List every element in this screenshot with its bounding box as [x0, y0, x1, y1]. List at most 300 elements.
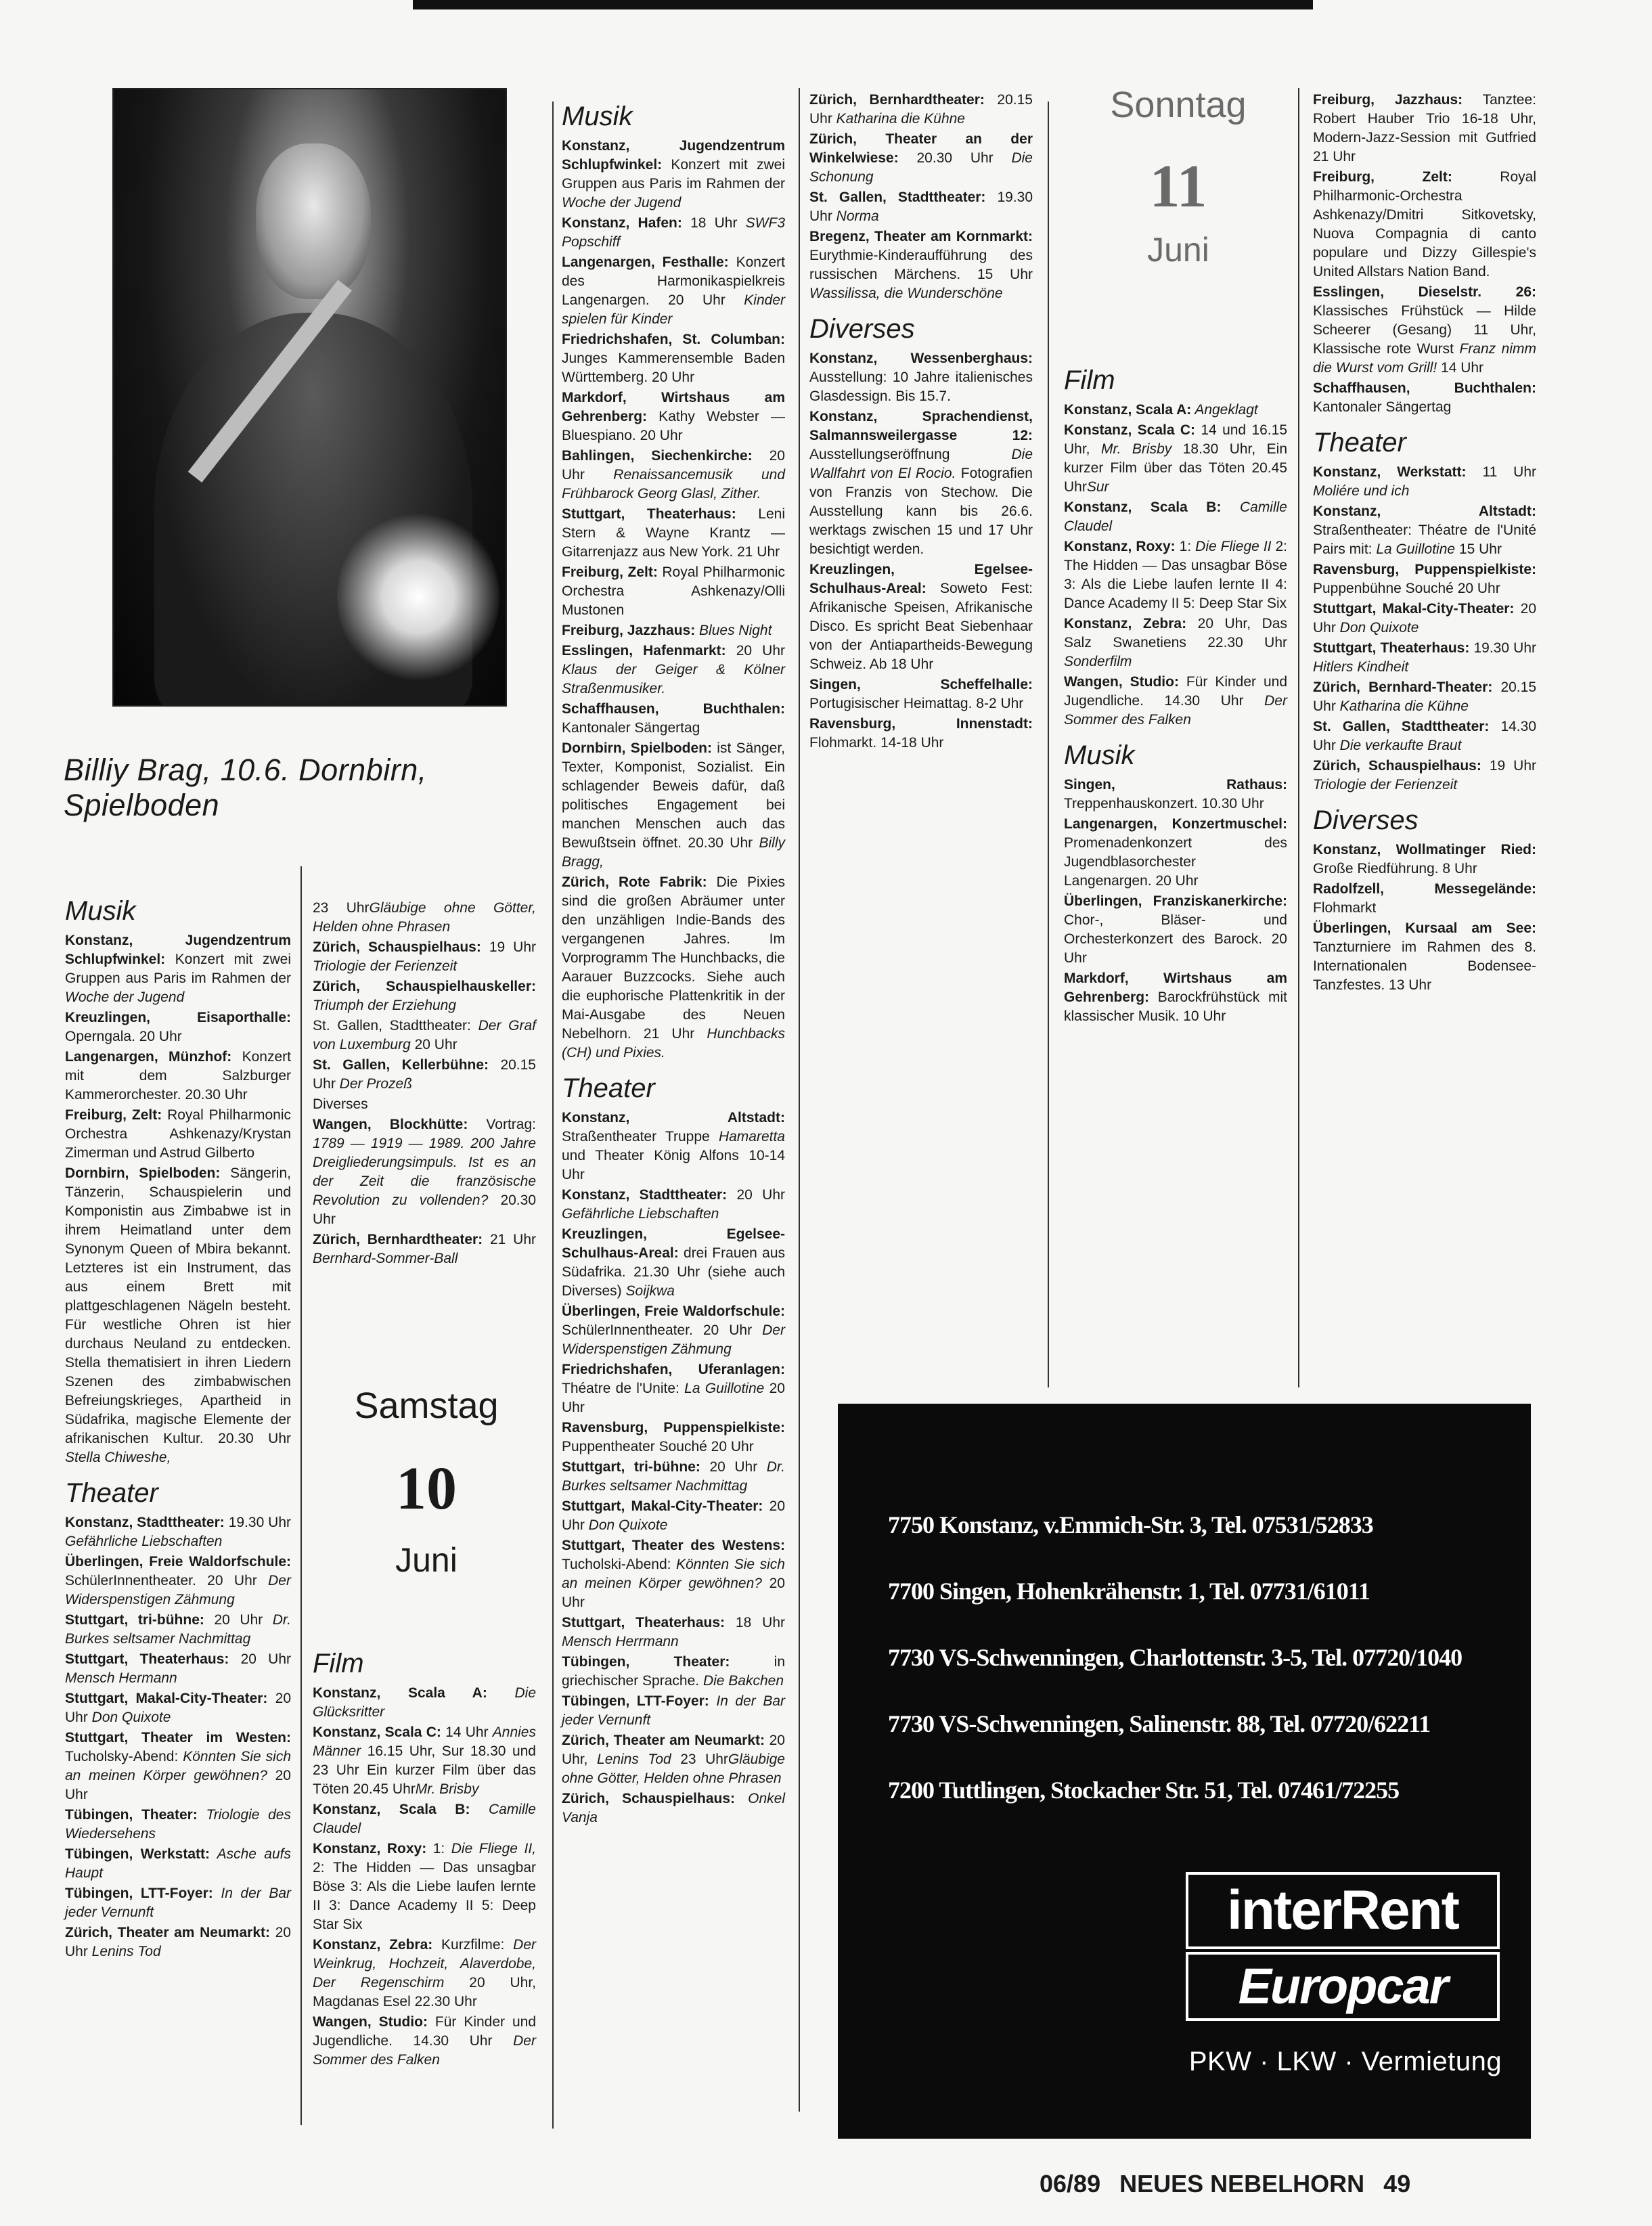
listing-entry [65, 1884, 291, 1922]
venue-name: Dornbirn, Spielboden: [65, 1165, 221, 1181]
event-title: Onkel Vanja [562, 1791, 785, 1825]
event-title: Mr. Brisby [415, 1781, 479, 1797]
page-number: 49 [1383, 2170, 1411, 2198]
listing-entry [562, 1360, 785, 1417]
column-sunday-continued [1313, 91, 1536, 996]
entry-text: 23 Uhr [313, 900, 370, 916]
column-divider [1298, 88, 1299, 1387]
entry-text: Konzert mit zwei Gruppen aus Paris im Rahmen der [65, 952, 291, 986]
event-title: Sur [1086, 479, 1109, 495]
venue-name: Friedrichshafen, Uferanlagen: [562, 1362, 785, 1377]
venue-name: Freiburg, Zelt: [562, 564, 658, 580]
event-title: Sonderfilm [1064, 654, 1132, 669]
venue-name: Konstanz, Jugendzentrum Schlupfwinkel: [65, 933, 291, 967]
entry-text: 19.30 Uhr [1469, 640, 1536, 656]
event-title: Der Sommer des Falken [1064, 693, 1287, 728]
entry-text: 14 Uhr [441, 1724, 493, 1740]
listing-entry [1064, 537, 1287, 613]
venue-name: Stuttgart, tri-bühne: [65, 1612, 204, 1628]
venue-name: Langenargen, Konzertmuschel: [1064, 816, 1287, 832]
entry-text: Promenadenkonzert des Jugendblasorchester Langenargen. 20 Uhr [1064, 835, 1287, 889]
listing-entry [1064, 969, 1287, 1026]
venue-name: Zürich, Bernhard-Theater: [1313, 680, 1493, 695]
venue-name: Konstanz, Scala B: [1064, 499, 1222, 515]
listing-entry [1064, 815, 1287, 891]
day-name: Samstag [354, 1385, 499, 1426]
event-title: Mr. Brisby [1100, 441, 1172, 457]
event-title: Hunchbacks (CH) und Pixies. [562, 1026, 785, 1061]
listing-entry [809, 560, 1033, 674]
venue-name: Zürich, Bernhardtheater: [809, 92, 985, 108]
entry-text: Konzert mit dem Salzburger Kammerorchester. 20.30 Uhr [65, 1049, 291, 1103]
venue-name: Konstanz, Jugendzentrum Schlupfwinkel: [562, 138, 785, 173]
venue-name: Markdorf, Wirtshaus am Gehrenberg: [1064, 971, 1287, 1005]
event-title: Hitlers Kindheit [1313, 659, 1409, 675]
entry-text: 1: [1175, 539, 1196, 554]
venue-name: Konstanz, Scala B: [313, 1802, 470, 1817]
sunday-heading [1052, 84, 1304, 269]
day-month: Juni [395, 1541, 457, 1579]
venue-name: Stuttgart, tri-bühne: [562, 1459, 700, 1475]
page-footer [1040, 2170, 1423, 2198]
entry-text: Théatre de l'Unite: [562, 1381, 685, 1396]
day-number: 10 [396, 1455, 457, 1522]
venue-name: Tübingen, LTT-Foyer: [65, 1886, 213, 1901]
ad-address-line: 7700 Singen, Hohenkrähenstr. 1, Tel. 07731/61011 [888, 1578, 1370, 1605]
listing-entry [65, 1513, 291, 1551]
venue-name: Konstanz, Scala A: [313, 1685, 487, 1701]
entry-text: Klassisches Frühstück — Hilde Scheerer (Gesang) 11 Uhr, Klassische rote Wurst [1313, 303, 1536, 357]
event-title: Katharina die Kühne [832, 111, 965, 127]
saturday-heading [311, 1385, 541, 1580]
listing-entry [1064, 401, 1287, 420]
entry-text: ist Sänger, Texter, Komponist, Sozialist. Ein schlagender Beweis dafür, daß politisches Engagement bei manchen Menschen auch das Bewußtsein öffnet. 20.30 Uhr [562, 740, 786, 851]
listing-entry [562, 1458, 785, 1496]
event-title: Lenins Tod [597, 1752, 671, 1767]
listing-entry [313, 1017, 536, 1054]
venue-name: Konstanz, Stadttheater: [562, 1187, 728, 1203]
listing-entry [562, 739, 785, 872]
entry-text: 18.30 Uhr, Ein kurzer Film über das Töten 20.45 Uhr [1064, 441, 1287, 495]
listing-entry [809, 188, 1033, 226]
listing-entry [1313, 502, 1536, 559]
entry-text: 20.30 Uhr [898, 150, 994, 166]
listing-entry [1313, 639, 1536, 677]
ad-address-line: 7730 VS-Schwenningen, Charlottenstr. 3-5, Tel. 07720/1040 [888, 1644, 1463, 1671]
venue-name: Freiburg, Jazzhaus: [562, 623, 696, 638]
entry-text: 20 Uhr [562, 1381, 785, 1415]
venue-name: Überlingen, Kursaal am See: [1313, 920, 1536, 936]
listing-entry [65, 1048, 291, 1105]
listing-entry [562, 1419, 785, 1456]
venue-name: Tübingen, Theater: [562, 1654, 730, 1670]
venue-name: Zürich, Rote Fabrik: [562, 874, 707, 890]
listing-entry [562, 1536, 785, 1612]
entry-text: 20 Uhr [727, 1187, 785, 1203]
listing-entry [313, 1840, 536, 1934]
venue-name: Zürich, Schauspielhaus: [562, 1791, 736, 1806]
listing-entry [1313, 91, 1536, 166]
entry-text: drei Frauen aus Südafrika. 21.30 Uhr (siehe auch Diverses) [562, 1245, 785, 1299]
entry-text: Kathy Webster — Bluespiano. 20 Uhr [562, 409, 785, 443]
venue-name: Kreuzlingen, Eisaporthalle: [65, 1010, 291, 1025]
venue-name: Stuttgart, Theaterhaus: [562, 506, 736, 522]
entry-text: Royal Philharmonic Orchestra Ashkenazy/Krystan Zimerman und Astrud Gilberto [65, 1107, 291, 1161]
entry-text: Portugisischer Heimattag. 8-2 Uhr [809, 696, 1024, 711]
event-title: Lenins Tod [87, 1944, 161, 1959]
entry-text: 11 Uhr [1466, 464, 1536, 480]
section-heading: Diverses [809, 314, 915, 344]
event-title: Angeklagt [1191, 402, 1258, 418]
event-title: Triologie des Wiedersehens [65, 1807, 291, 1842]
listing-entry [1313, 880, 1536, 918]
event-title: In der Bar jeder Vernunft [65, 1886, 291, 1920]
listing-entry [65, 931, 291, 1007]
venue-name: Konstanz, Werkstatt: [1313, 464, 1467, 480]
entry-text: 20 Uhr [204, 1612, 263, 1628]
venue-name: Konstanz, Hafen: [562, 215, 682, 231]
venue-name: Konstanz, Roxy: [313, 1841, 427, 1856]
venue-name: Singen, Rathaus: [1064, 777, 1287, 793]
event-title: Woche der Jugend [65, 989, 185, 1005]
entry-text: 1: [426, 1841, 451, 1856]
listing-entry [562, 447, 785, 504]
event-title: Asche aufs Haupt [65, 1846, 291, 1881]
photo-caption: Billiy Brag, 10.6. Dornbirn, Spielboden [64, 753, 427, 822]
section-heading: Film [313, 1649, 364, 1678]
listing-entry [313, 1684, 536, 1722]
entry-text: Tucholsky-Abend: [65, 1749, 183, 1764]
listing-entry [65, 1923, 291, 1961]
column-divider [799, 88, 800, 2112]
section-heading: Diverses [1313, 805, 1419, 835]
venue-name: Stuttgart, Theater des Westens: [562, 1538, 785, 1553]
entry-text: Vortrag: [468, 1117, 536, 1132]
entry-text: 15 Uhr [1455, 541, 1502, 557]
listing-entry [1313, 379, 1536, 417]
venue-name: Ravensburg, Puppenspielkiste: [1313, 562, 1536, 577]
listing-entry [809, 91, 1033, 129]
event-title: Soijkwa [621, 1283, 675, 1299]
entry-text: Flohmarkt [1313, 900, 1377, 916]
listing-entry [1313, 841, 1536, 878]
event-title: Franz nimm die Wurst vom Grill! [1313, 341, 1536, 376]
listing-entry [562, 330, 785, 387]
listing-entry [562, 388, 785, 445]
listing-entry [1064, 673, 1287, 730]
entry-text: 19.30 Uhr [809, 190, 1033, 224]
event-title: Mensch Herrmann [562, 1634, 679, 1649]
venue-name: Zürich, Schauspielhaus: [1313, 758, 1481, 774]
listing-entry [65, 1729, 291, 1804]
event-title: Der Weinkrug, Hochzeit, Alaverdobe, Der Regenschirm [313, 1937, 536, 1990]
ad-address-line: 7730 VS-Schwenningen, Salinenstr. 88, Tel. 07720/62211 [888, 1710, 1431, 1737]
day-month: Juni [1147, 231, 1209, 269]
venue-name: Zürich, Schauspielhauskeller: [313, 979, 536, 994]
ad-address-line: 7750 Konstanz, v.Emmich-Str. 3, Tel. 07531/52833 [888, 1511, 1373, 1538]
event-title: Kinder spielen für Kinder [562, 292, 785, 327]
entry-text: 20.30 Uhr [313, 1193, 536, 1227]
venue-name: Schaffhausen, Buchthalen: [562, 701, 785, 717]
event-title: Die Schonung [809, 150, 1033, 185]
listing-entry [562, 1731, 785, 1788]
entry-text: Konzert des Harmonikaspielkreis Langenargen. 20 Uhr [562, 254, 785, 308]
entry-text: 18 Uhr [682, 215, 738, 231]
entry-text: 20 Uhr [410, 1037, 457, 1052]
entry-text: 20 Uhr, Das Salz Swanetiens 22.30 Uhr [1064, 616, 1287, 650]
event-title: Camille Claudel [1064, 499, 1287, 534]
listing-entry [1064, 498, 1287, 536]
venue-name: Stuttgart, Makal-City-Theater: [65, 1691, 268, 1706]
venue-name: Wangen, Blockhütte: [313, 1117, 468, 1132]
event-title: Mensch Hermann [65, 1670, 177, 1686]
listing-entry [562, 1653, 785, 1691]
listing-entry [313, 1115, 536, 1229]
column-divider [300, 866, 302, 2125]
photo-light-shape [337, 509, 499, 685]
event-title: La Guillotine [684, 1381, 765, 1396]
venue-name: Zürich, Schauspielhaus: [313, 939, 481, 955]
column-friday [562, 91, 785, 1829]
column-saturday-film [313, 1638, 536, 2071]
event-title: SWF3 Popschiff [562, 215, 785, 250]
entry-text: Puppentheater Souché 20 Uhr [562, 1439, 754, 1454]
venue-name: Konstanz, Altstadt: [1313, 504, 1536, 519]
entry-text: 20 Uhr [562, 1576, 785, 1610]
entry-text: 20 Uhr [700, 1459, 758, 1475]
listing-entry [1313, 600, 1536, 638]
venue-name: St. Gallen, Stadttheater: [1313, 719, 1490, 734]
listing-entry [65, 1106, 291, 1163]
listing-entry [65, 1553, 291, 1609]
entry-text: Große Riedführung. 8 Uhr [1313, 861, 1477, 876]
venue-name: Esslingen, Dieselstr. 26: [1313, 284, 1536, 300]
listing-entry [562, 563, 785, 620]
venue-name: Überlingen, Franziskanerkirche: [1064, 893, 1287, 909]
venue-name: Bahlingen, Siechenkirche: [562, 448, 753, 464]
entry-text: Tanztee: Robert Hauber Trio 16-18 Uhr, Modern-Jazz-Session mit Gutfried 21 Uhr [1313, 92, 1537, 164]
listing-entry [1313, 919, 1536, 995]
event-title: Gläubige ohne Götter, Helden ohne Phrasen [313, 900, 536, 935]
column-divider [552, 102, 554, 2129]
event-title: Camille Claudel [313, 1802, 536, 1836]
section-heading: Musik [562, 102, 633, 131]
event-title: Hamaretta [718, 1129, 785, 1144]
entry-text: SchülerInnentheater. 20 Uhr [65, 1573, 257, 1588]
event-title: Renaissancemusik und Frühbarock Georg Glasl, Zither. [562, 467, 785, 502]
entry-text: Sängerin, Tänzerin, Schauspielerin und Komponistin aus Zimbabwe ist in ihrem Heimatland unter dem Synonym Queen of Mbira bekannt. Letzteres ist ein Instrument, das aus einem Brett mit plattgeschlagenen Nägeln besteht. Für westliche Ohren ist hier durchaus Neuland zu entdecken. Stella thematisiert in ihren Liedern Szenen des zimbabwischen Befreiungskrieges, Apartheid in Südafrika, magische Elemente der afrikanischen Kultur. 20.30 Uhr [65, 1165, 291, 1446]
listing-entry [65, 1845, 291, 1883]
entry-text: Ausstellungseröffnung [809, 447, 1012, 462]
venue-name: Konstanz, Scala C: [1064, 422, 1196, 438]
entry-text: 20 Uhr, [562, 1733, 785, 1767]
entry-text: 20 Uhr [65, 1691, 291, 1725]
section-heading: Musik [65, 896, 136, 926]
listing-entry [313, 1095, 536, 1114]
entry-text: und Theater König Alfons 10-14 Uhr [562, 1148, 785, 1182]
entry-text: Royal Philharmonic Orchestra Ashkenazy/Olli Mustonen [562, 564, 785, 618]
section-heading: Film [1064, 365, 1115, 395]
entry-text: Diverses [313, 1096, 368, 1112]
event-title: Gläubige ohne Götter, Helden ohne Phrasen [562, 1752, 785, 1786]
listing-entry [1313, 283, 1536, 378]
entry-text: Royal Philharmonic-Orchestra Ashkenazy/Dmitri Sitkovetsky, Nuova Compagnia di canto populare und Dizzy Gillespie's United Allstars Nation Band. [1313, 169, 1537, 280]
event-title: Triologie der Ferienzeit [1313, 777, 1458, 793]
venue-name: Wangen, Studio: [1064, 674, 1179, 690]
listing-entry [313, 1936, 536, 2011]
entry-text: 20 Uhr, Magdanas Esel 22.30 Uhr [313, 1975, 537, 2009]
listing-entry [562, 214, 785, 252]
venue-name: Freiburg, Zelt: [65, 1107, 162, 1123]
entry-text: 20 Uhr [65, 1925, 291, 1959]
listing-entry [313, 938, 536, 976]
listing-entry [65, 1008, 291, 1046]
venue-name: Tübingen, LTT-Foyer: [562, 1693, 709, 1709]
listing-entry [809, 675, 1033, 713]
venue-name: Stuttgart, Theaterhaus: [65, 1651, 229, 1667]
event-title: Könnten Sie sich an meinen Körper gewöhnen? [65, 1749, 292, 1783]
event-title: Triologie der Ferienzeit [313, 958, 457, 974]
entry-text: Puppenbühne Souché 20 Uhr [1313, 581, 1500, 596]
event-title: Don Quixote [87, 1710, 171, 1725]
entry-text: 20 Uhr [229, 1651, 291, 1667]
venue-name: Langenargen, Festhalle: [562, 254, 729, 270]
entry-text: 14 Uhr [1437, 360, 1484, 376]
entry-text: St. Gallen, Stadttheater: [313, 1018, 478, 1033]
entry-text: 2: The Hidden — Das unsagbar Böse 3: Als die Liebe laufen lernte II 4: Dance Academy II 5: Deep Star Six [1064, 539, 1287, 611]
listing-entry [562, 1613, 785, 1651]
entry-text: 20 Uhr [562, 1498, 785, 1533]
listing-entry [562, 1109, 785, 1184]
venue-name: Ravensburg, Innenstadt: [809, 716, 1033, 732]
venue-name: Tübingen, Theater: [65, 1807, 198, 1823]
event-title: Die Wallfahrt von El Rocio. [809, 447, 1033, 481]
event-title: Gefährliche Liebschaften [65, 1534, 223, 1549]
venue-name: Konstanz, Sprachendienst, Salmannsweilergasse 12: [809, 409, 1033, 443]
column-sunday [1064, 355, 1287, 1027]
entry-text: 18 Uhr [725, 1615, 785, 1630]
listing-entry [809, 715, 1033, 753]
event-title: Der Graf von Luxemburg [313, 1018, 537, 1052]
listing-entry [1313, 678, 1536, 716]
venue-name: Freiburg, Zelt: [1313, 169, 1452, 185]
event-title: Triumph der Erziehung [313, 998, 457, 1013]
event-title: Könnten Sie sich an meinen Körper gewöhnen? [562, 1557, 785, 1591]
listing-entry [562, 253, 785, 329]
section-heading: Musik [1064, 740, 1135, 770]
listing-entry [313, 1723, 536, 1799]
venue-name: Konstanz, Stadttheater: [65, 1515, 225, 1530]
venue-name: Konstanz, Altstadt: [562, 1110, 785, 1126]
day-number: 11 [1149, 153, 1207, 220]
entry-text: 20 Uhr [725, 643, 785, 659]
listing-entry [562, 621, 785, 640]
column-divider [1048, 102, 1049, 1387]
event-title: Norma [832, 208, 879, 224]
entry-text: Operngala. 20 Uhr [65, 1029, 182, 1044]
venue-name: Singen, Scheffelhalle: [809, 677, 1033, 692]
entry-text: 14.30 Uhr [1313, 719, 1536, 753]
entry-text: Leni Stern & Wayne Krantz — Gitarrenjazz aus New York. 21 Uhr [562, 506, 785, 560]
listing-entry [313, 977, 536, 1015]
venue-name: Friedrichshafen, St. Columban: [562, 332, 785, 347]
event-title: Stella Chiweshe, [65, 1450, 171, 1465]
listing-entry [1064, 776, 1287, 814]
column-saturday-continued [313, 899, 536, 1270]
event-title: Annies Männer [313, 1724, 536, 1759]
venue-name: Langenargen, Münzhof: [65, 1049, 232, 1065]
listing-entry [562, 642, 785, 698]
listing-entry [1064, 421, 1287, 497]
listing-entry [809, 130, 1033, 187]
column-friday-continued [809, 91, 1033, 754]
venue-name: Bregenz, Theater am Kornmarkt: [809, 229, 1033, 244]
entry-text: Kantonaler Sängertag [562, 720, 700, 736]
entry-text: Kantonaler Sängertag [1313, 399, 1452, 415]
event-title: Woche der Jugend [562, 195, 682, 210]
entry-text: Eurythmie-Kinderaufführung des russischen Märchens. 15 Uhr [809, 248, 1033, 282]
entry-text: 23 Uhr [671, 1752, 728, 1767]
listing-entry [562, 1225, 785, 1301]
listing-entry [562, 700, 785, 738]
listing-entry [809, 227, 1033, 303]
entry-text: Barockfrühstück mit klassischer Musik. 10 Uhr [1064, 989, 1287, 1024]
billy-bragg-photo [112, 88, 507, 707]
event-title: Wassilissa, die Wunderschöne [809, 286, 1003, 301]
event-title: In der Bar jeder Vernunft [562, 1693, 785, 1728]
entry-text: 20 Uhr [65, 1768, 291, 1802]
listing-entry [562, 1789, 785, 1827]
section-heading: Theater [65, 1478, 158, 1508]
event-title: 1789 — 1919 — 1989. 200 Jahre Dreigliederungsimpuls. Ist es an der Zeit die französische Revolution zu vollenden? [313, 1136, 536, 1208]
listing-entry [1064, 615, 1287, 671]
venue-name: Kreuzlingen, Egelsee-Schulhaus-Areal: [809, 562, 1033, 596]
listing-entry [562, 1692, 785, 1730]
venue-name: Markdorf, Wirtshaus am Gehrenberg: [562, 390, 785, 424]
event-title: Die Fliege II, [451, 1841, 536, 1856]
venue-name: Stuttgart, Makal-City-Theater: [1313, 601, 1515, 617]
entry-text: Straßentheater Truppe [562, 1129, 719, 1144]
entry-text: Fotografien von Franzis von Stechow. Die Ausstellung kann bis 26.6. werktags zwischen 15 und 17 Uhr besichtigt werden. [809, 466, 1033, 557]
entry-text: Kurzfilme: [432, 1937, 514, 1953]
column-saturday-early [65, 885, 291, 1963]
venue-name: Konstanz, Zebra: [313, 1937, 433, 1953]
listing-entry [313, 1056, 536, 1094]
venue-name: Konstanz, Scala C: [313, 1724, 441, 1740]
listing-entry [313, 2013, 536, 2070]
top-edge-bar [413, 0, 1313, 9]
entry-text: 16.15 Uhr, Sur 18.30 und 23 Uhr Ein kurzer Film über das Töten 20.45 Uhr [313, 1743, 536, 1797]
event-title: Der Sommer des Falken [313, 2033, 536, 2068]
venue-name: Kreuzlingen, Egelsee-Schulhaus-Areal: [562, 1226, 785, 1261]
listing-entry [562, 1302, 785, 1359]
entry-text: Chor-, Bläser- und Orchesterkonzert des Barock. 20 Uhr [1064, 912, 1287, 966]
venue-name: St. Gallen, Kellerbühne: [313, 1057, 489, 1073]
entry-text: 19.30 Uhr [224, 1515, 292, 1530]
magazine-name: NEUES NEBELHORN [1119, 2170, 1365, 2198]
listing-entry [313, 1230, 536, 1268]
day-name: Sonntag [1110, 85, 1247, 125]
event-title: Gefährliche Liebschaften [562, 1206, 719, 1222]
entry-text: Flohmarkt. 14-18 Uhr [809, 735, 944, 751]
event-title: Moliére und ich [1313, 483, 1410, 499]
listing-entry [562, 137, 785, 213]
event-title: Die Fliege II [1195, 539, 1272, 554]
entry-text: Junges Kammerensemble Baden Württemberg. 20 Uhr [562, 351, 785, 385]
event-title: Der Widerspenstigen Zähmung [562, 1322, 785, 1357]
venue-name: Zürich, Theater an der Winkelwiese: [809, 131, 1033, 166]
listing-entry [809, 407, 1033, 559]
